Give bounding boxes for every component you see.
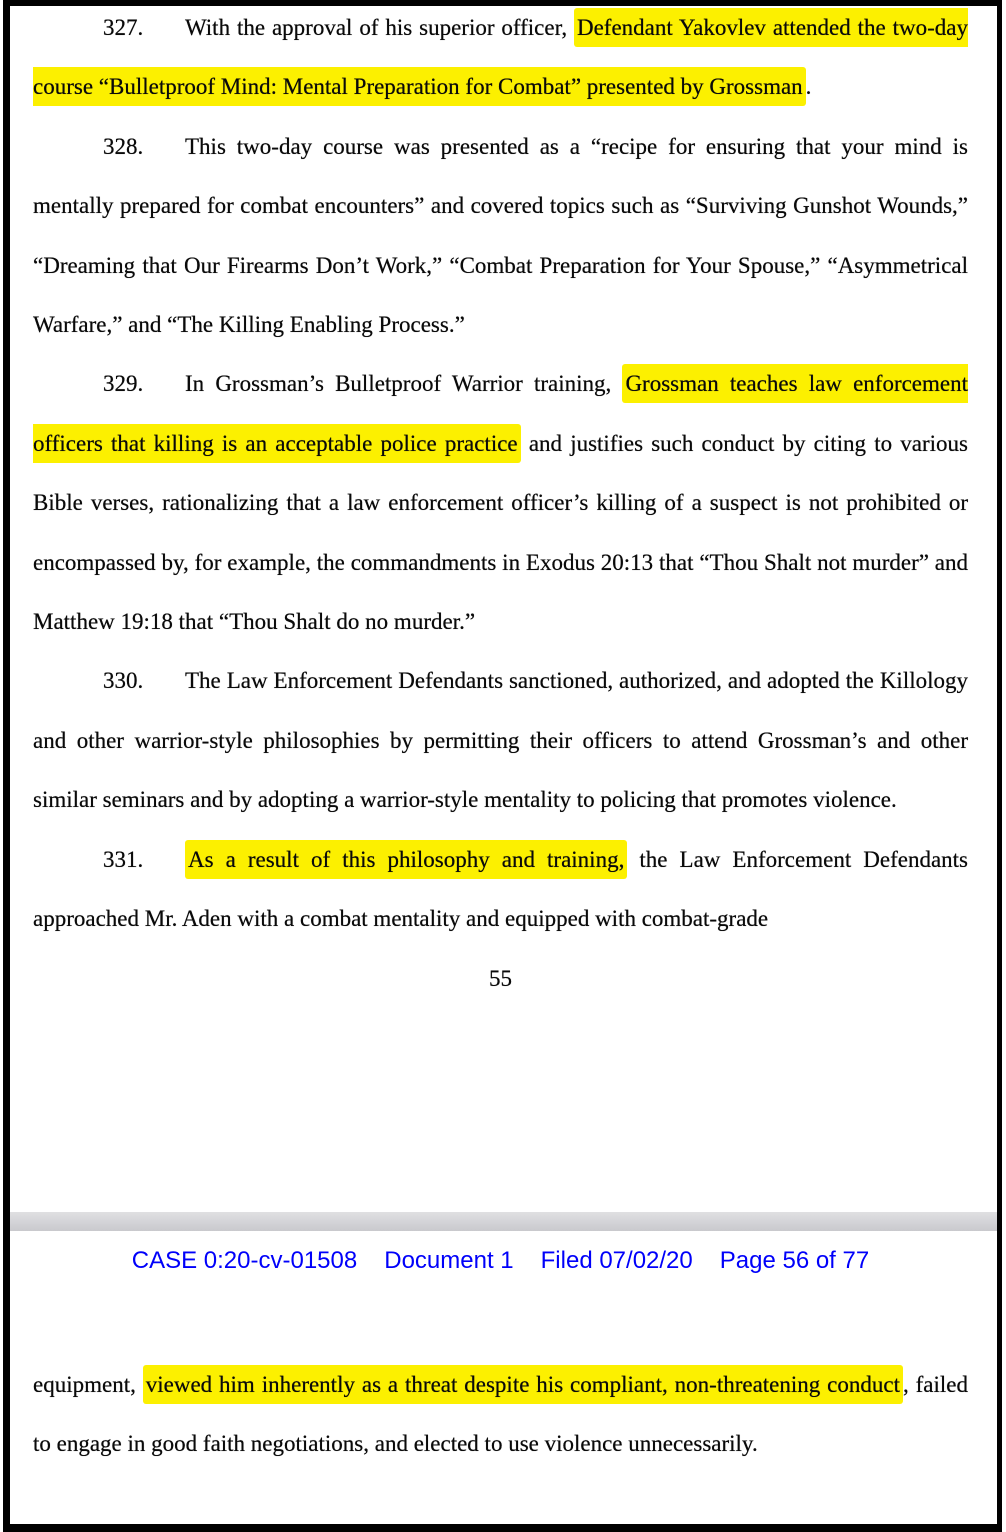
highlight-continuation: viewed him inherently as a threat despite his compliant, non-threatening conduct [143, 1365, 903, 1404]
page-56 [10, 1231, 997, 1524]
paragraph-327-number: 327. [103, 15, 144, 40]
paragraph-327-text: With the approval of his superior officer, [185, 15, 574, 40]
stamp-document-label: Document 1 [384, 1247, 514, 1274]
stamp-case-number: CASE 0:20-cv-01508 [131, 1247, 358, 1274]
paragraph-329 [33, 354, 968, 651]
paragraph-331-text-after: the Law Enforcement Defendants approached Mr. Aden with a combat mentality and equipped with combat-grade [33, 846, 968, 932]
paragraph-331-number: 331. [103, 846, 144, 872]
highlight-327: Defendant Yakovlev attended the two-day course “Bulletproof Mind: Mental Preparation for Combat” presented by Grossman [33, 8, 968, 106]
paragraph-329-text-after: and justifies such conduct by citing to various Bible verses, rationalizing that a law enforcement officer’s killing of a suspect is not prohibited or encompassed by, for example, the commandments in Exodus 20:13 that “Thou Shalt not murder” and Matthew 19:18 that “Thou Shalt do no murder.” [33, 430, 969, 635]
paragraph-330-number: 330. [103, 668, 144, 694]
paragraph-331 [33, 830, 968, 949]
paragraph-329-text: In Grossman’s Bulletproof Warrior training, [185, 371, 623, 397]
stamp-filed-date: Filed 07/02/20 [540, 1247, 693, 1274]
page-number-footer: 55 [489, 965, 512, 991]
paragraph-327-text-after: . [805, 74, 812, 100]
highlight-331: As a result of this philosophy and training, [185, 840, 627, 879]
paragraph-327 [33, 6, 968, 117]
highlight-329: Grossman teaches law enforcement officers that killing is an acceptable police practice [33, 364, 968, 462]
paragraph-331-continuation [33, 1355, 968, 1474]
page-break-divider [10, 1212, 997, 1231]
paragraph-328 [33, 117, 968, 355]
continuation-text: equipment, [33, 1372, 143, 1397]
paragraph-330-text: The Law Enforcement Defendants sanctioned, authorized, and adopted the Killology and other warrior-style philosophies by permitting their officers to attend Grossman’s and other similar seminars and by adopting a warrior-style mentality to policing that promotes violence. [33, 668, 968, 813]
paragraph-328-text: This two-day course was presented as a “recipe for ensuring that your mind is mentally prepared for combat encounters” and covered topics such as “Surviving Gunshot Wounds,” “Dreaming that Our Firearms Don’t Work,” “Combat Preparation for Your Spouse,” “Asymmetrical Warfare,” and “The Killing Enabling Process.” [33, 133, 968, 338]
page-55 [10, 6, 997, 1212]
stamp-page-label: Page 56 of 77 [719, 1247, 870, 1274]
paragraph-328-number: 328. [103, 133, 144, 159]
continuation-text-after: , failed to engage in good faith negotiations, and elected to use violence unnecessarily. [33, 1372, 969, 1457]
page-55-text-flow [33, 6, 968, 1008]
document-sheet [3, 0, 1002, 1532]
paragraph-329-number: 329. [103, 371, 144, 397]
court-stamp-header [33, 1246, 968, 1276]
paragraph-330 [33, 651, 968, 829]
